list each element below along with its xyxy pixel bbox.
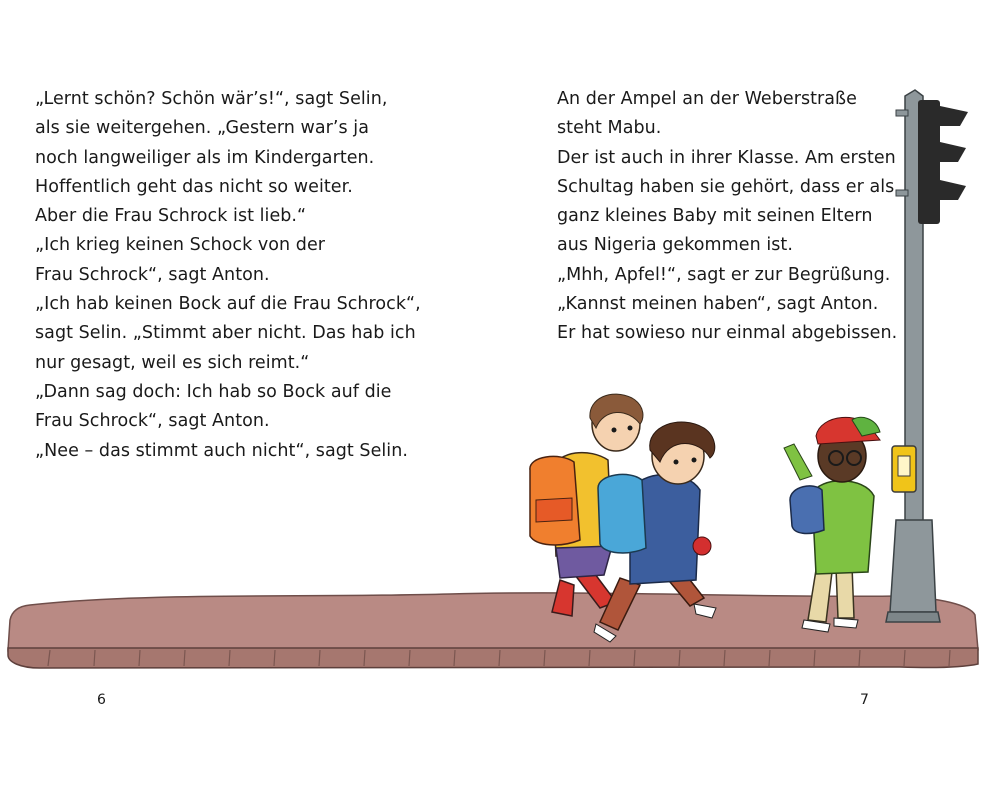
text-line: „Ich hab keinen Bock auf die Frau Schrock“,	[35, 294, 421, 315]
page-number-right: 7	[860, 692, 869, 708]
text-line: „Nee – das stimmt auch nicht“, sagt Selin.	[35, 440, 408, 461]
text-line: Hoffentlich geht das nicht so weiter.	[35, 176, 353, 197]
text-line: als sie weitergehen. „Gestern war’s ja	[35, 118, 369, 139]
text-line: „Mhh, Apfel!“, sagt er zur Begrüßung.	[557, 264, 891, 285]
page-number-left: 6	[97, 692, 106, 708]
text-line: Frau Schrock“, sagt Anton.	[35, 411, 270, 432]
text-line: Der ist auch in ihrer Klasse. Am ersten	[557, 147, 896, 168]
text-line: An der Ampel an der Weberstraße	[557, 89, 857, 109]
text-line: Schultag haben sie gehört, dass er als	[557, 176, 895, 197]
text-line: sagt Selin. „Stimmt aber nicht. Das hab ich	[35, 323, 416, 344]
text-line: noch langweiliger als im Kindergarten.	[35, 147, 375, 168]
text-line: ganz kleines Baby mit seinen Eltern	[557, 206, 873, 227]
text-line: aus Nigeria gekommen ist.	[557, 235, 793, 256]
sidewalk	[8, 593, 978, 668]
traffic-light	[886, 90, 968, 622]
text-line: steht Mabu.	[557, 118, 662, 139]
text-line: „Dann sag doch: Ich hab so Bock auf die	[35, 381, 392, 402]
text-line: „Kannst meinen haben“, sagt Anton.	[557, 294, 879, 315]
text-line: „Ich krieg keinen Schock von der	[35, 235, 326, 256]
text-line: „Lernt schön? Schön wär’s!“, sagt Selin,	[35, 89, 388, 109]
text-line: Er hat sowieso nur einmal abgebissen.	[557, 323, 898, 344]
text-line: Aber die Frau Schrock ist lieb.“	[35, 206, 307, 227]
text-line: Frau Schrock“, sagt Anton.	[35, 264, 270, 285]
text-line: nur gesagt, weil es sich reimt.“	[35, 352, 310, 373]
